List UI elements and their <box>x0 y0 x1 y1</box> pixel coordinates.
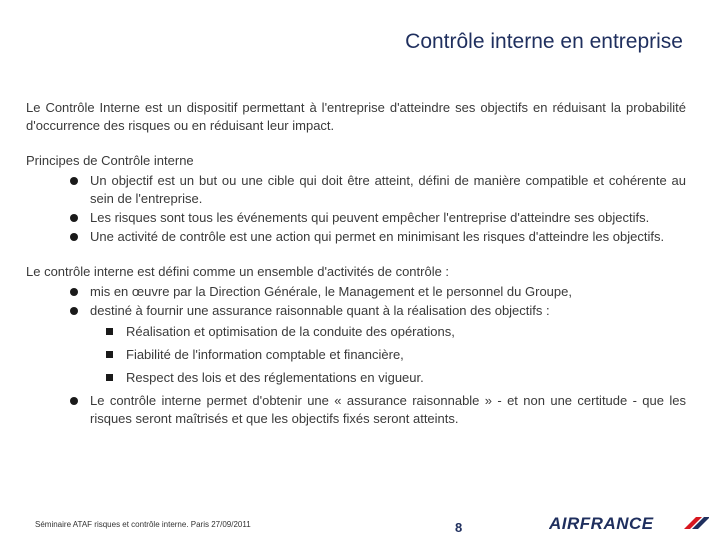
list-item-text: destiné à fournir une assurance raisonnable quant à la réalisation des objectifs : <box>90 303 550 318</box>
intro-paragraph: Le Contrôle Interne est un dispositif permettant à l'entreprise d'atteindre ses objectifs en réduisant la probabilité d'occurrence des risques ou en réduisant leur impact. <box>26 100 686 133</box>
list-item <box>90 392 686 428</box>
list-item-text: Les risques sont tous les événements qui peuvent empêcher l'entreprise d'atteindre ses objectifs. <box>90 210 650 225</box>
list-item-text: Le contrôle interne permet d'obtenir une « assurance raisonnable » - et non une certitude - que les risques seront maîtrisés et que les objectifs fixés seront atteints. <box>90 393 686 426</box>
list-item <box>90 302 686 387</box>
list-item <box>90 283 686 301</box>
sublist-item-text: Réalisation et optimisation de la conduite des opérations, <box>126 324 455 339</box>
list-item <box>90 209 686 227</box>
sublist-item-text: Respect des lois et des réglementations en vigueur. <box>126 370 424 385</box>
page-number: 8 <box>455 520 463 535</box>
logo-wordmark: AIRFRANCE <box>549 514 654 533</box>
bullet-dot-icon <box>70 397 78 405</box>
slide-content <box>26 99 686 429</box>
airfrance-logo-icon <box>549 512 709 534</box>
list-item-text: mis en œuvre par la Direction Générale, le Management et le personnel du Groupe, <box>90 284 572 299</box>
list-item-text: Un objectif est un but ou une cible qui doit être atteint, défini de manière compatible et cohérente au sein de l'entreprise. <box>90 173 686 206</box>
footer-caption: Séminaire ATAF risques et contrôle interne. Paris 27/09/2011 <box>35 520 251 529</box>
slide-title: Contrôle interne en entreprise <box>405 30 683 53</box>
airfrance-logo <box>549 512 709 539</box>
bullet-dot-icon <box>70 307 78 315</box>
definition-heading: Le contrôle interne est défini comme un ensemble d'activités de contrôle : <box>26 264 450 279</box>
principles-list <box>26 172 686 246</box>
objectives-sublist <box>90 323 686 387</box>
bullet-square-icon <box>106 374 113 381</box>
principles-section <box>26 152 686 246</box>
bullet-dot-icon <box>70 233 78 241</box>
sublist-item <box>126 369 686 387</box>
list-item <box>90 172 686 208</box>
bullet-dot-icon <box>70 214 78 222</box>
principles-heading: Principes de Contrôle interne <box>26 153 194 168</box>
list-item-text: Une activité de contrôle est une action qui permet en minimisant les risques d'atteindre les objectifs. <box>90 229 665 244</box>
sublist-item-text: Fiabilité de l'information comptable et financière, <box>126 347 404 362</box>
bullet-square-icon <box>106 351 113 358</box>
bullet-square-icon <box>106 328 113 335</box>
definition-list <box>26 283 686 428</box>
sublist-item <box>126 346 686 364</box>
list-item <box>90 228 686 246</box>
definition-section <box>26 263 686 428</box>
bullet-dot-icon <box>70 177 78 185</box>
sublist-item <box>126 323 686 341</box>
bullet-dot-icon <box>70 288 78 296</box>
